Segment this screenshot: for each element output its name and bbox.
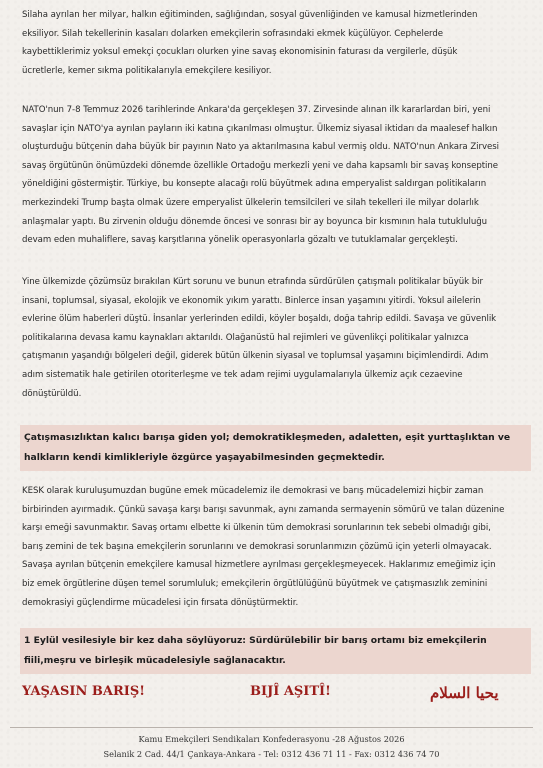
- text-line: karşı emeği savunmaktır. Savaş ortamı elbette ki ülkenin tüm demokrasi sorunlarının tek sebebi olmadığı gibi,: [22, 523, 491, 534]
- slogan-arabic: يحيا السلام: [430, 684, 499, 702]
- text-line: Yine ülkemizde çözümsüz bırakılan Kürt sorunu ve bunun etrafında sürdürülen çatışmalı politikalar büyük bir: [22, 277, 483, 287]
- text-line: biz emek örgütlerine düşen temel sorumluluk; emekçilerin örgütlülüğünü büyütmek ve çatışmasızlık zeminini: [22, 578, 488, 589]
- text-line: demokrasiyi güçlendirme mücadelesi için fırsata dönüştürmektir.: [22, 597, 299, 608]
- text-line: çatışmanın yaşandığı bölgeleri değil, giderek bütün ülkenin siyasal ve toplumsal yaşamını biçimlendirdi. Adım: [22, 351, 489, 362]
- highlight-peace-path: [20, 425, 531, 471]
- text-line: Savaşa ayrılan bütçenin emekçilere kamusal hizmetlere ayrılması gerçekleşmeyecek. Haklarımız emeğimiz için: [22, 560, 496, 571]
- footer-divider: [10, 727, 533, 728]
- text-line: kaybettiklerimiz yoksul emekçi çocukları olurken yine savaş ekonomisinin faturası da vergilerle, düşük: [22, 47, 458, 58]
- text-line: insani, toplumsal, siyasal, ekolojik ve ekonomik yıkım yarattı. Binlerce insan yaşamını yitirdi. Yoksul ailelerin: [22, 295, 481, 306]
- text-line: halkların kendi kimlikleriyle özgürce yaşayabilmesinden geçmektedir.: [24, 452, 385, 463]
- text-line: fiili,meşru ve birleşik mücadelesiyle sağlanacaktır.: [24, 655, 286, 666]
- text-line: yöneldiğini göstermiştir. Türkiye, bu konsepte alacağı rolü büyütmek adına emperyalist saldırgan politikaların: [22, 179, 487, 190]
- text-line: birbirinden ayırmadık. Çünkü savaşa karşı barışı savunmak, aynı zamanda sermayenin sömürü ve talan düzenine: [22, 504, 505, 515]
- text-line: anlaşmalar yaptı. Bu zirvenin olduğu dönemde öncesi ve sonrası bir ay boyunca bir kısmının hala tutukluluğu: [22, 216, 488, 227]
- paragraph-kesk-struggle: [22, 482, 530, 612]
- highlight-september-statement: [20, 628, 531, 674]
- footer-address-contact: Selanik 2 Cad. 44/1 Çankaya-Ankara - Tel: 0312 436 71 11 - Fax: 0312 436 74 70: [103, 749, 440, 759]
- text-line: adım sistematik hale getirilen otoriterleşme ve tek adam rejimi uygulamalarıyla ülkemiz açık cezaevine: [22, 369, 463, 380]
- text-line: politikalarına devasa kamu kaynakları aktarıldı. Olağanüstü hal rejimleri ve güvenlikçi politikalar yalnızca: [22, 332, 469, 343]
- text-line: savaşlar için NATO'ya ayrılan payların iki katına çıkarılması olmuştur. Ülkemiz siyasal iktidarı da maalesef halkın: [22, 123, 498, 134]
- text-line: oluşturduğu bütçenin daha büyük bir payının Nato ya aktarılmasına kabul vermiş oldu. NATO'nun Ankara Zirvesi: [22, 142, 500, 153]
- text-line: merkezindeki Trump başta olmak üzere emperyalist ülkelerin temsilcileri ve silah tekelleri ile milyar dolarlık: [22, 197, 479, 208]
- paragraph-nato-summit: [22, 101, 530, 250]
- paragraph-war-budget: [22, 6, 530, 80]
- text-line: dönüştürüldü.: [22, 388, 82, 399]
- slogan-turkish: YAŞASIN BARIŞ!: [22, 684, 145, 699]
- footer-organization-date: Kamu Emekçileri Sendikaları Konfederasyonu -28 Ağustos 2026: [138, 734, 405, 744]
- text-line: savaş örgütünün önümüzdeki dönemde özellikle Ortadoğu merkezli yeni ve daha kapsamlı bir savaş konseptine: [22, 160, 499, 171]
- text-line: ücretlerle, kemer sıkma politikalarıyla emekçilere kesiliyor.: [22, 65, 272, 76]
- text-line: eksiliyor. Silah tekellerinin kasaları dolarken emekçilerin sofrasındaki ekmek küçülüyor. Cephelerde: [22, 28, 444, 39]
- text-line: barış zemini de tek başına emekçilerin sorunlarını ve demokrasi sorunlarımızın çözümü için yeterli olmayacak.: [22, 541, 492, 552]
- text-line: evlerine ölüm haberleri düştü. İnsanlar yerlerinden edildi, köyler boşaldı, doğa tahrip edildi. Savaşa ve güvenlik: [22, 314, 497, 325]
- text-line: Çatışmasızlıktan kalıcı barışa giden yol; demokratikleşmeden, adaletten, eşit yurttaşlıktan ve: [24, 432, 511, 443]
- text-line: KESK olarak kuruluşumuzdan bugüne emek mücadelemiz ile demokrasi ve barış mücadelemizi hiçbir zaman: [22, 486, 484, 496]
- text-line: 1 Eylül vesilesiyle bir kez daha söylüyoruz: Sürdürülebilir bir barış ortamı biz emekçilerin: [24, 635, 487, 646]
- slogans-row: [0, 684, 543, 714]
- text-line: Silaha ayrılan her milyar, halkın eğitiminden, sağlığından, sosyal güvenliğinden ve kamusal hizmetlerinden: [22, 10, 478, 20]
- text-line: devam eden muhaliflere, savaş karşıtlarına yönelik operasyonlarla gözaltı ve tutuklamalar gerçekleşti.: [22, 235, 458, 246]
- paragraph-kurdish-question: [22, 273, 530, 403]
- text-line: NATO'nun 7-8 Temmuz 2026 tarihlerinde Ankara'da gerçekleşen 37. Zirvesinde alınan ilk kararlardan biri, yeni: [22, 105, 491, 115]
- slogan-kurdish: BIJÎ AŞITÎ!: [250, 684, 331, 699]
